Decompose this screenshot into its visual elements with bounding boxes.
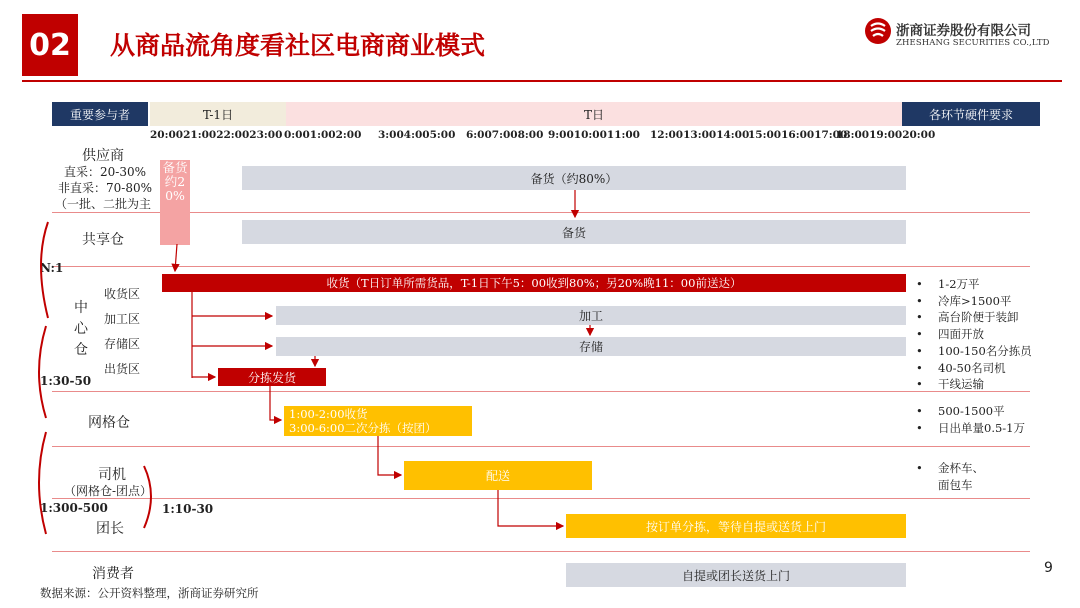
bracket-driver-leader — [144, 466, 151, 528]
page-number: 9 — [1044, 560, 1053, 576]
time-label: 18:0019:0020:00 — [836, 129, 936, 141]
consumer-pickup-box: 自提或团长送货上门 — [566, 563, 906, 587]
shared-stock-box: 备货 — [242, 220, 906, 244]
process-box: 加工 — [276, 306, 906, 325]
bullet-icon: • — [916, 360, 923, 375]
time-label: 6:007:008:00 — [466, 129, 544, 141]
bullet-icon: • — [916, 404, 923, 418]
leader-sort-box: 按订单分拣，等待自提或送货上门 — [566, 514, 906, 538]
bullet-icon: • — [916, 343, 923, 358]
t-minus-1-header: T-1日 — [150, 102, 286, 126]
requirement-text: 干线运输 — [938, 377, 984, 392]
ratio-n1: N:1 — [40, 261, 64, 275]
t-day-header: T日 — [286, 102, 902, 126]
arrow-grid-to-deliver — [378, 436, 401, 475]
requirement-text: 四面开放 — [938, 327, 984, 342]
requirement-item — [916, 460, 984, 477]
central-warehouse-label: 中心仓 — [74, 300, 88, 358]
driver-note: （网格仓-团点） — [64, 484, 153, 498]
requirement-text: 面包车 — [938, 477, 973, 492]
participants-header: 重要参与者 — [52, 102, 148, 126]
time-label: 0:001:002:00 — [284, 129, 362, 141]
bracket-shared-central — [41, 222, 48, 318]
bracket-grid-leader — [39, 432, 46, 534]
grid-sort-text: 3:00-6:00二次分拣（按团） — [289, 421, 437, 435]
section-badge: 02 — [22, 14, 78, 76]
store-box: 存储 — [276, 337, 906, 356]
grid-receive-text: 1:00-2:00收货 — [289, 407, 368, 421]
time-label: 20:0021:0022:0023:00 — [150, 129, 283, 141]
processing-area-label: 加工区 — [104, 312, 141, 326]
requirement-item — [916, 293, 1032, 310]
requirement-item — [916, 420, 1025, 437]
bullet-icon: • — [916, 377, 923, 392]
bullet-icon: • — [916, 310, 923, 325]
storage-area-label: 存储区 — [104, 337, 141, 351]
stock-80-box: 备货（约80%） — [242, 166, 906, 190]
requirements-header: 各环节硬件要求 — [902, 102, 1040, 126]
arrow-20-to-receive — [175, 244, 177, 271]
requirement-item — [916, 376, 1032, 393]
driver-label: 司机 — [98, 467, 126, 483]
shared-warehouse-label: 共享仓 — [82, 232, 124, 248]
group-leader-label: 团长 — [96, 521, 124, 537]
requirement-text: 100-150名分拣员 — [938, 343, 1032, 358]
ratio-1-10-30: 1:10-30 — [162, 502, 214, 516]
requirement-item — [916, 343, 1032, 360]
grid-requirements-list — [916, 403, 1025, 436]
supplier-note: （一批、二批为主 — [55, 197, 152, 211]
requirement-item — [916, 477, 984, 494]
requirement-text: 金杯车、 — [938, 461, 984, 475]
receiving-area-label: 收货区 — [104, 287, 141, 301]
requirement-text: 40-50名司机 — [938, 360, 1006, 375]
time-label: 3:004:005:00 — [378, 129, 456, 141]
outbound-area-label: 出货区 — [104, 362, 141, 376]
requirement-text: 1-2万平 — [938, 277, 980, 291]
ratio-1-300-500: 1:300-500 — [40, 501, 108, 515]
bullet-icon: • — [916, 327, 923, 342]
company-name: 浙商证券股份有限公司 — [896, 23, 1031, 39]
bullet-icon: • — [916, 420, 923, 435]
grid-warehouse-label: 网格仓 — [88, 415, 130, 431]
arrow-sort-to-grid — [270, 386, 281, 420]
receive-box: 收货（T日订单所需货品，T-1日下午5：00收到80%；另20%晚11：00前送达） — [162, 274, 906, 292]
bracket-central-grid — [39, 326, 46, 418]
sort-ship-box: 分拣发货 — [218, 368, 326, 386]
source-note: 数据来源：公开资料整理，浙商证券研究所 — [40, 586, 259, 600]
stock-20-box: 备货约20% — [160, 160, 190, 245]
requirement-text: 日出单量0.5-1万 — [938, 420, 1025, 435]
requirement-item — [916, 326, 1032, 343]
consumer-label: 消费者 — [92, 566, 134, 582]
requirement-text: 500-1500平 — [938, 404, 1005, 418]
page-title: 从商品流角度看社区电商商业模式 — [110, 31, 486, 60]
time-label: 9:0010:0011:00 — [548, 129, 640, 141]
supplier-direct-ratio: 直采：20-30% — [64, 165, 146, 179]
bullet-icon: • — [916, 277, 923, 291]
requirement-text: 高台阶便于装卸 — [938, 310, 1019, 325]
requirement-item — [916, 309, 1032, 326]
ratio-1-30-50: 1:30-50 — [40, 374, 92, 388]
requirement-item — [916, 403, 1025, 420]
deliver-box: 配送 — [404, 461, 592, 490]
requirement-item — [916, 360, 1032, 377]
bullet-icon: • — [916, 293, 923, 308]
requirement-item — [916, 276, 1032, 293]
requirement-text: 冷库>1500平 — [938, 293, 1012, 308]
driver-requirements-list — [916, 460, 984, 493]
arrow-deliver-to-leader — [498, 490, 563, 526]
central-requirements-list — [916, 276, 1032, 393]
supplier-indirect-ratio: 非直采：70-80% — [58, 181, 152, 195]
time-label: 12:0013:0014:00 — [650, 129, 750, 141]
supplier-label: 供应商 — [82, 148, 124, 164]
time-label: 15:0016:0017:00 — [748, 129, 848, 141]
company-name-en: ZHESHANG SECURITIES CO.,LTD — [896, 38, 1050, 48]
bullet-icon: • — [916, 461, 923, 475]
